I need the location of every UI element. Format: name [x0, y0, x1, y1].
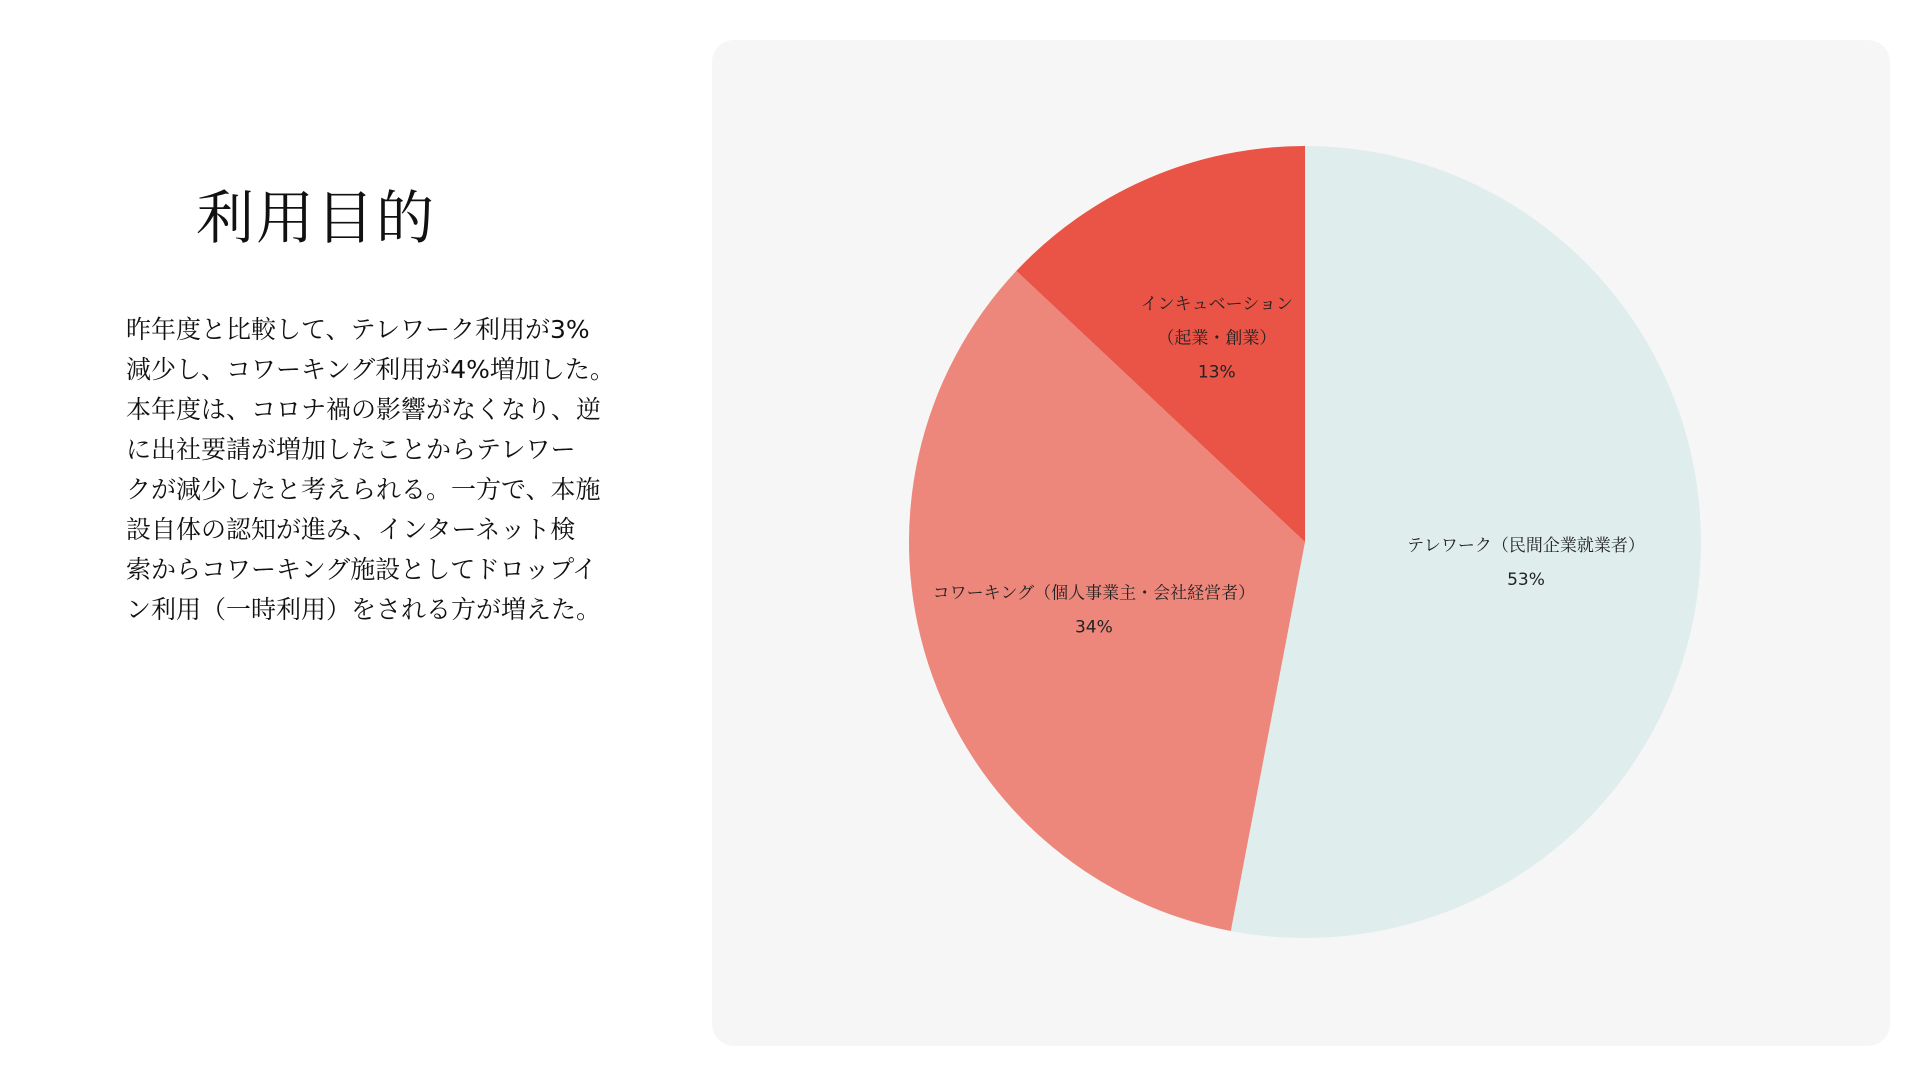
body-text-line: クが減少したと考えられる。一方で、本施 [126, 475, 601, 504]
slice-label-incubation: （起業・創業） [1157, 328, 1277, 349]
slide-title: 利用目的 [196, 183, 437, 252]
chart-panel [712, 40, 1890, 1046]
body-text-line: に出社要請が増加したことからテレワー [126, 435, 576, 464]
body-text [126, 310, 636, 630]
slice-label-incubation: インキュベーション [1140, 294, 1293, 315]
pie-chart [712, 40, 1890, 1046]
slice-label-coworking: コワーキング（個人事業主・会社経営者） [932, 583, 1256, 604]
body-text-line: ン利用（一時利用）をされる方が増えた。 [126, 595, 602, 624]
body-text-line: 設自体の認知が進み、インターネット検 [126, 515, 576, 544]
body-text-line: 昨年度と比較して、テレワーク利用が3% [126, 315, 590, 344]
body-text-line: 減少し、コワーキング利用が4%増加した。 [126, 355, 615, 384]
slice-value-label-incubation: 13% [1197, 362, 1236, 383]
slice-value-label-telework: 53% [1507, 569, 1545, 590]
body-text-line: 本年度は、コロナ禍の影響がなくなり、逆 [126, 395, 602, 424]
body-text-line: 索からコワーキング施設としてドロップイ [126, 555, 598, 584]
slice-value-label-coworking: 34% [1074, 617, 1113, 638]
slice-label-telework: テレワーク（民間企業就業者） [1407, 535, 1645, 556]
